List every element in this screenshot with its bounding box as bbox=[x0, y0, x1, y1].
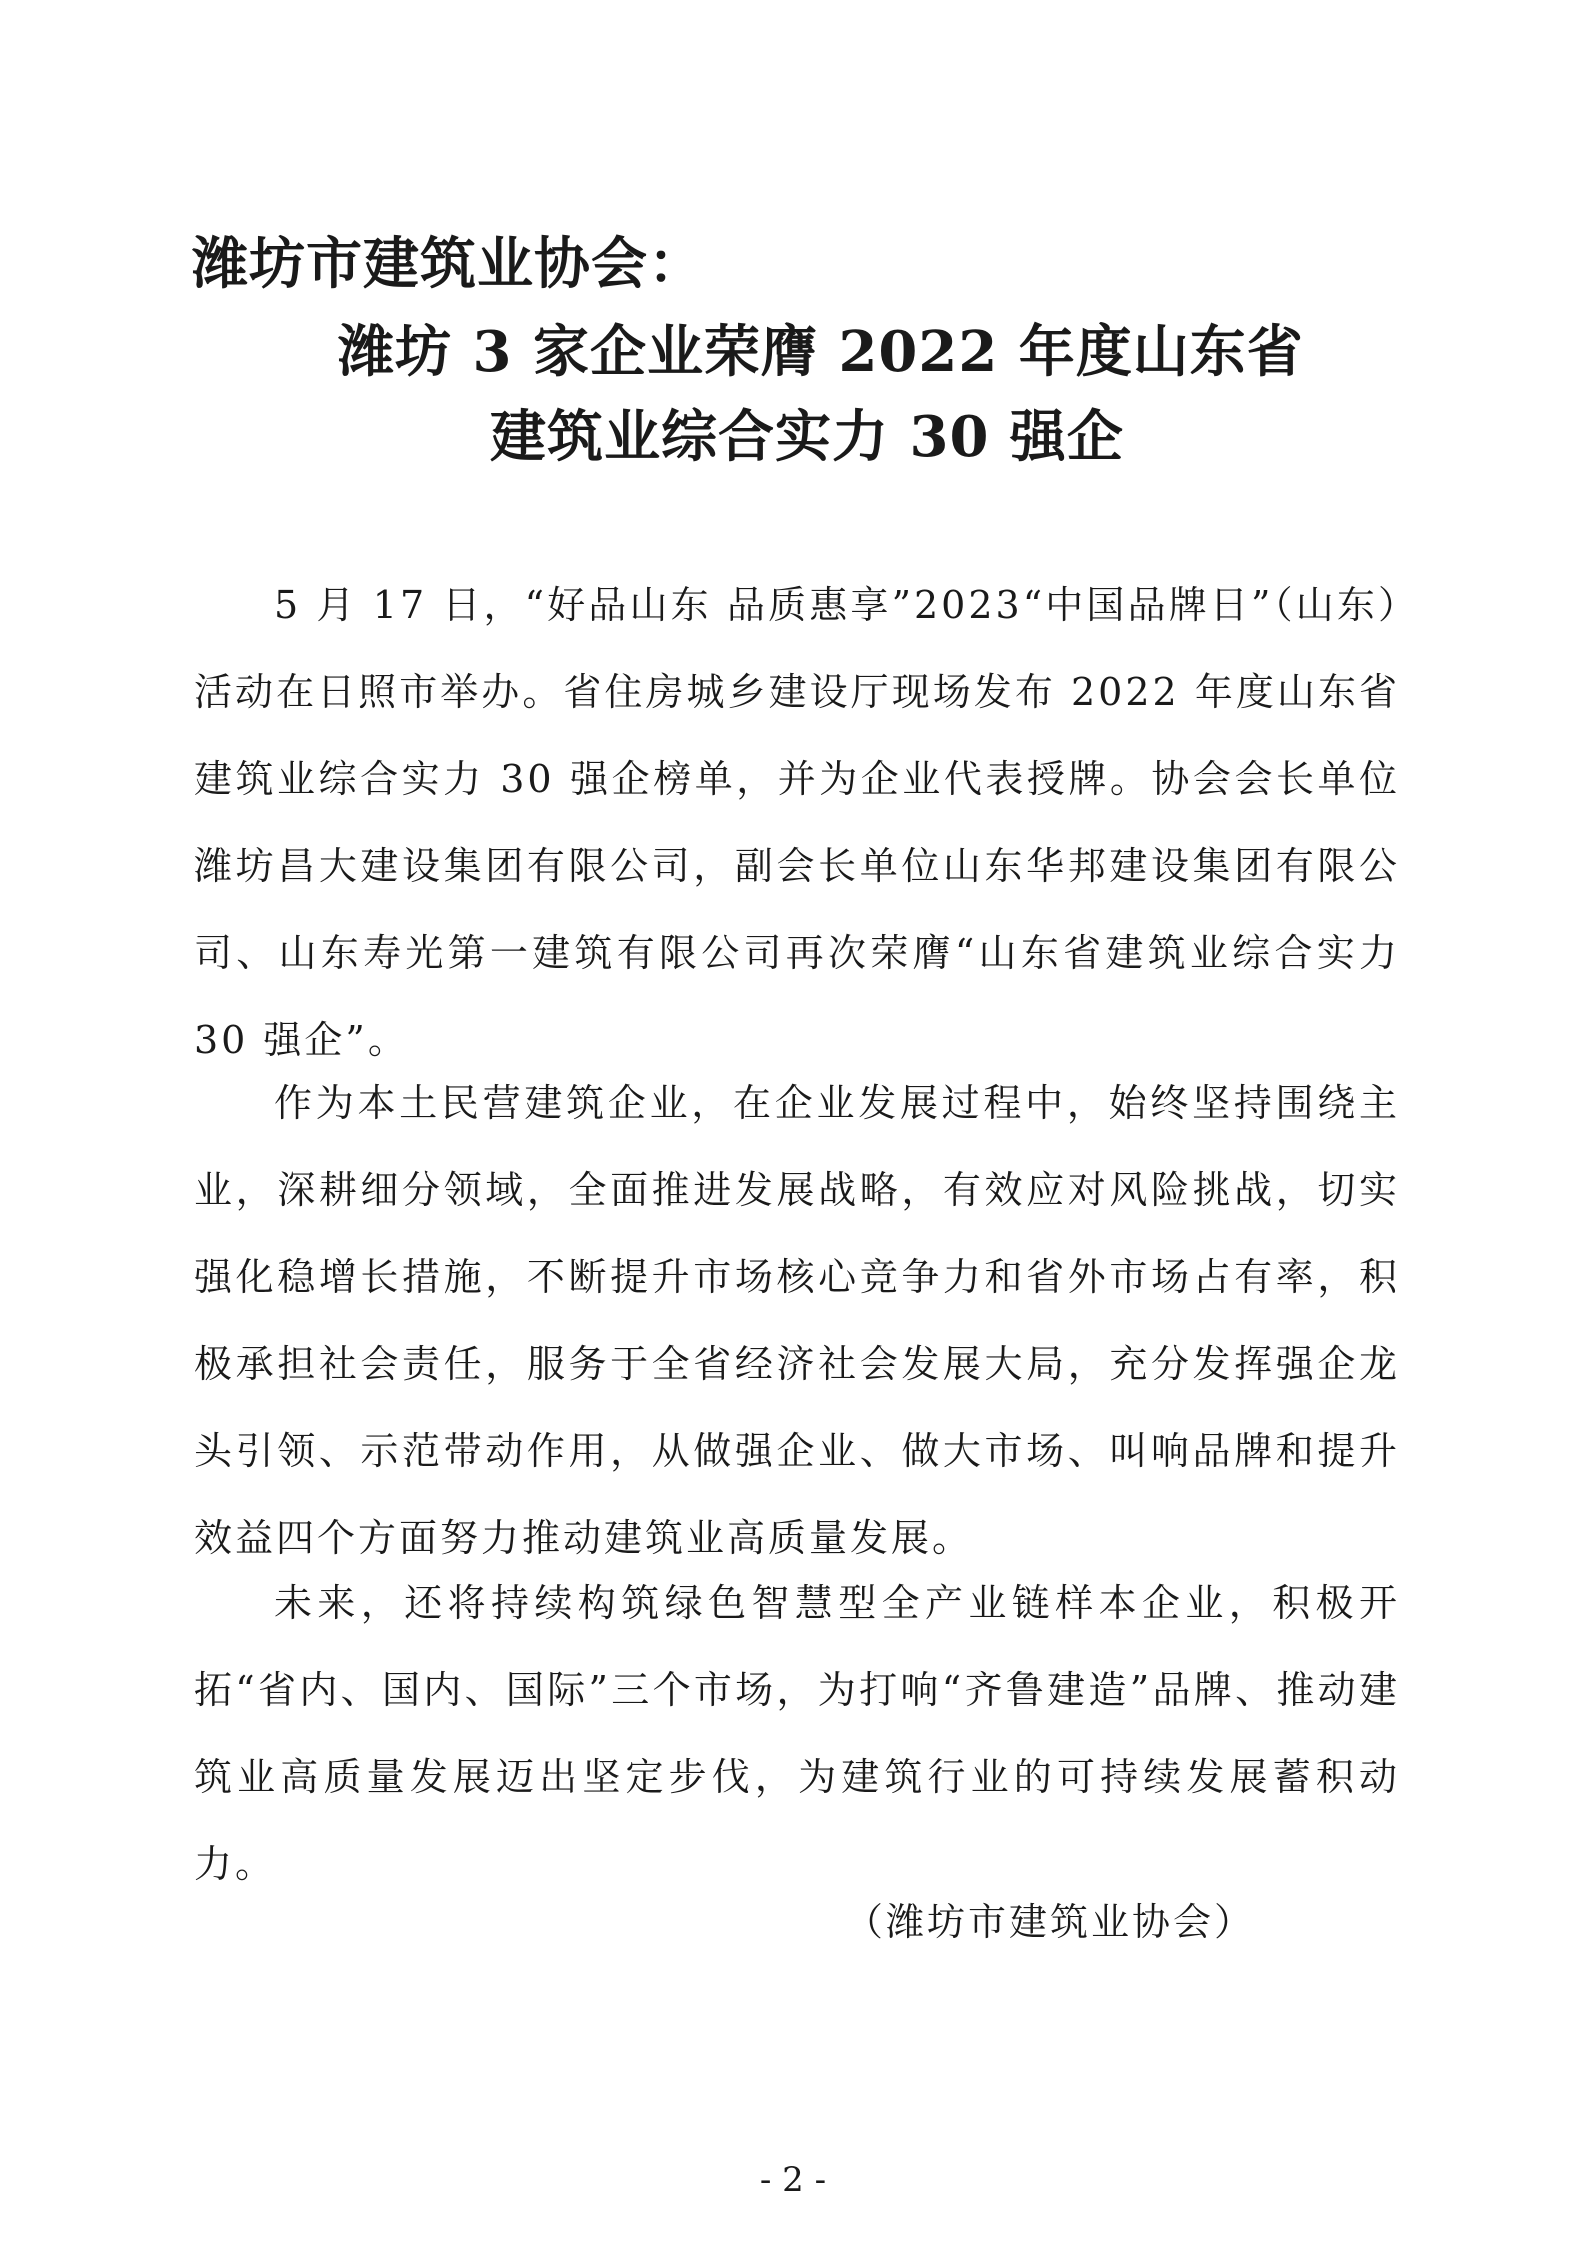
paragraph-1: 5 月 17 日，“好品山东 品质惠享”2023“中国品牌日”（山东）活动在日照市举办。省住房城乡建设厅现场发布 2022 年度山东省建筑业综合实力 30 强企榜单，并为企业代表授牌。协会会长单位潍坊昌大建设集团有限公司，副会长单位山东华邦建设集团有限公司、山东寿光第一建筑有限公司再次荣膺“山东省建筑业综合实力 30 强企”。 bbox=[194, 583, 1400, 1062]
title-line-2: 潍坊 3 家企业荣膺 2022 年度山东省 bbox=[338, 319, 1304, 385]
title-line-3: 建筑业综合实力 30 强企 bbox=[490, 404, 1124, 470]
title-line-1: 潍坊市建筑业协会： bbox=[192, 231, 705, 297]
signature: （潍坊市建筑业协会） bbox=[845, 1900, 1256, 1944]
paragraph-2: 作为本土民营建筑企业，在企业发展过程中，始终坚持围绕主业，深耕细分领域，全面推进发展战略，有效应对风险挑战，切实强化稳增长措施，不断提升市场核心竞争力和省外市场占有率，积极承担社会责任，服务于全省经济社会发展大局，充分发挥强企龙头引领、示范带动作用，从做强企业、做大市场、叫响品牌和提升效益四个方面努力推动建筑业高质量发展。 bbox=[194, 1081, 1400, 1560]
paragraph-3: 未来，还将持续构筑绿色智慧型全产业链样本企业，积极开拓“省内、国内、国际”三个市场，为打响“齐鲁建造”品牌、推动建筑业高质量发展迈出坚定步伐，为建筑行业的可持续发展蓄积动力。 bbox=[194, 1581, 1400, 1886]
page-number: - 2 - bbox=[759, 2160, 827, 2200]
